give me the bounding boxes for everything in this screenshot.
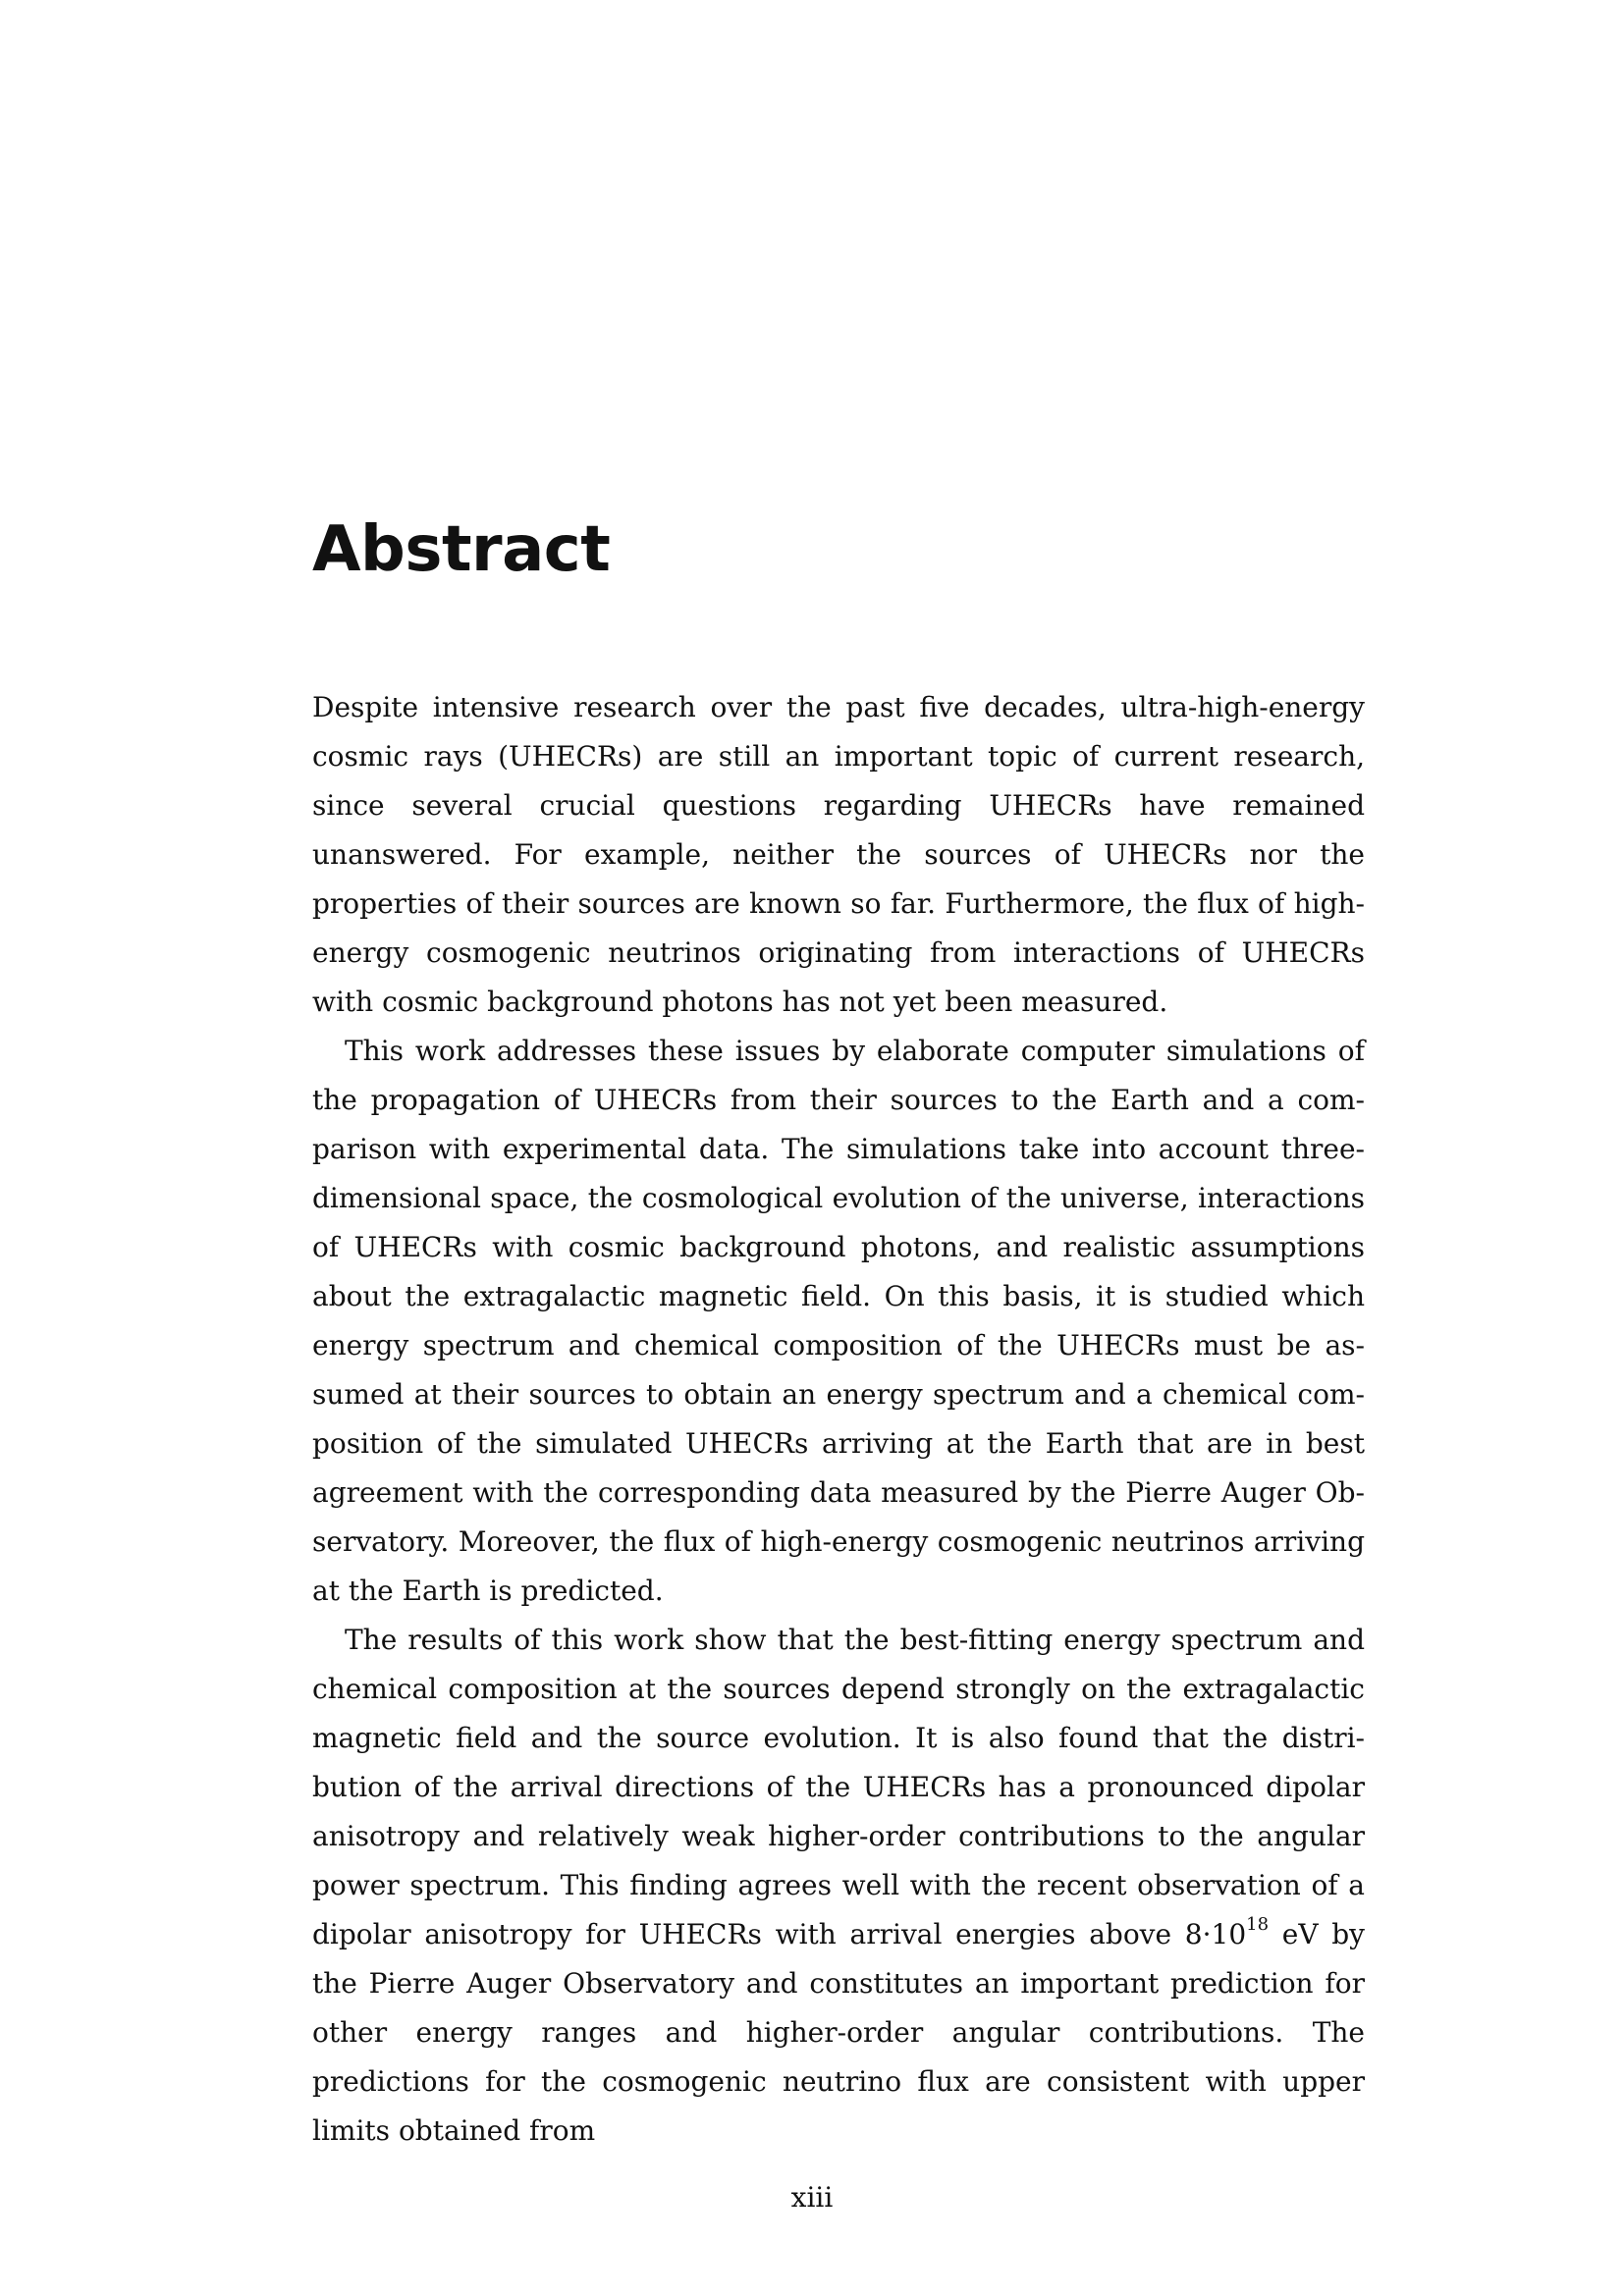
abstract-body [312, 683, 1365, 2156]
paragraph-3-text-before: The results of this work show that the best-fitting energy spectrum and chemical composition at the sources depend strongly on the extragalactic magnetic field and the source evolution. It is also found that the distribution of the arrival directions of the UHECRs has a pronounced dipolar anisotropy and relatively weak higher-order contributions to the angular power spectrum. This finding agrees well with the recent observation of a dipolar anisotropy for UHECRs with arrival energies above 8·10 [312, 1624, 1365, 1950]
paragraph-3 [312, 1616, 1365, 2156]
paragraph-2: This work addresses these issues by elaborate computer simulations of the propagation of UHECRs from their sources to the Earth and a comparison with experimental data. The simulations take into account three-dimensional space, the cosmological evolution of the universe, interactions of UHECRs with cosmic background photons, and realistic assumptions about the extragalactic magnetic field. On this basis, it is studied which energy spectrum and chemical composition of the UHECRs must be assumed at their sources to obtain an energy spectrum and a chemical composition of the simulated UHECRs arriving at the Earth that are in best agreement with the corresponding data measured by the Pierre Auger Observatory. Moreover, the flux of high-energy cosmogenic neutrinos arriving at the Earth is predicted. [312, 1035, 1365, 1607]
paragraph-3-text-after: eV by the Pierre Auger Observatory and constitutes an important prediction for other energy ranges and higher-order angular contributions. The predictions for the cosmogenic neutrino flux are consistent with upper limits obtained from [312, 1918, 1365, 2147]
paragraph-1: Despite intensive research over the past five decades, ultra-high-energy cosmic rays (UHECRs) are still an important topic of current research, since several crucial questions regarding UHECRs have remained unanswered. For example, neither the sources of UHECRs nor the properties of their sources are known so far. Furthermore, the flux of high-energy cosmogenic neutrinos originating from interactions of UHECRs with cosmic background photons has not yet been measured. [312, 691, 1365, 1018]
page-title: Abstract [312, 513, 611, 586]
energy-exponent: 18 [1246, 1913, 1270, 1935]
page-number: xiii [790, 2181, 834, 2214]
